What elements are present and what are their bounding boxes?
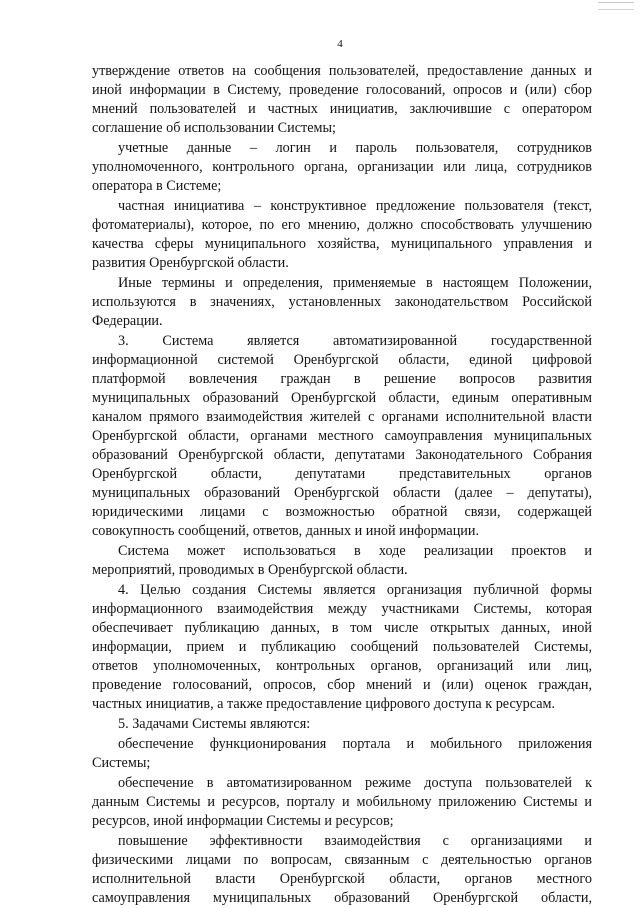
paragraph — [92, 274, 592, 331]
text-line: самоуправления муниципальных образований Оренбургской области, — [92, 890, 592, 906]
text-line: Федерации. — [92, 313, 163, 329]
text-line: фотоматериалы), которое, по его мнению, должно способствовать улучшению — [92, 217, 592, 233]
text-line: физическими лицами по вопросам, связанным с деятельностью органов — [92, 852, 592, 868]
text-line: муниципальных образований Оренбургской области, единым оперативным — [92, 390, 592, 406]
text-line: оператора в Системе; — [92, 178, 222, 194]
text-line: частных инициатив, а также предоставление цифрового доступа к ресурсам. — [92, 696, 556, 712]
paragraph — [92, 332, 592, 541]
text-line: Система может использоваться в ходе реализации проектов и — [118, 543, 592, 559]
text-line: частная инициатива – конструктивное предложение пользователя (текст, — [118, 198, 592, 214]
paragraph — [92, 581, 592, 714]
paragraph — [92, 832, 592, 908]
paragraph — [92, 774, 592, 831]
text-line: обеспечивает публикацию данных, в том числе открытых данных, иной — [92, 620, 592, 636]
text-line: Оренбургской области, депутатами представительных органов — [92, 466, 592, 482]
text-line: юридическими лицами с возможностью обратной связи, содержащей — [92, 504, 592, 520]
text-line: мнений пользователей и частных инициатив, заключившие с оператором — [92, 101, 592, 117]
text-line: развития Оренбургской области. — [92, 255, 289, 271]
paragraph — [92, 197, 592, 273]
text-line: информации, прием и публикацию сообщений пользователей Системы, — [92, 639, 592, 655]
text-line: обеспечение в автоматизированном режиме доступа пользователей к — [118, 775, 592, 791]
text-line: проведение голосований, опросов, сбор мнений и (или) оценок граждан, — [92, 677, 592, 693]
text-line: совокупность сообщений, ответов, данных и иной информации. — [92, 523, 480, 539]
text-line: обеспечение функционирования портала и мобильного приложения — [118, 736, 592, 752]
text-line: данным Системы и ресурсов, порталу и мобильному приложению Системы и — [92, 794, 592, 810]
text-line: мероприятий, проводимых в Оренбургской области. — [92, 562, 408, 578]
text-line: иной информации в Систему, проведение голосований, опросов и (или) сбор — [92, 82, 592, 98]
text-line: платформой вовлечения граждан в решение вопросов развития — [92, 371, 592, 387]
text-line: 4. Целью создания Системы является организация публичной формы — [118, 582, 592, 598]
text-line: повышение эффективности взаимодействия с организациями и — [118, 833, 592, 849]
text-line: каналом прямого взаимодействия жителей с органами исполнительной власти — [92, 409, 592, 425]
page-number: 4 — [337, 38, 343, 50]
paragraph — [92, 62, 592, 138]
text-line: ответов уполномоченных, контрольных органов, организаций или лиц, — [92, 658, 592, 674]
paragraph — [92, 735, 592, 773]
paragraph — [92, 715, 592, 734]
text-line: образований Оренбургской области, депутатами Законодательного Собрания — [92, 447, 592, 463]
text-line: 3. Система является автоматизированной государственной — [118, 333, 592, 349]
text-line: соглашение об использовании Системы; — [92, 120, 336, 136]
paragraph — [92, 139, 592, 196]
text-line: Оренбургской области, органами местного самоуправления муниципальных — [92, 428, 592, 444]
text-line: качества сферы муниципального хозяйства, муниципального управления и — [92, 236, 592, 252]
text-line: информационной системой Оренбургской области, единой цифровой — [92, 352, 592, 368]
text-line: информационного взаимодействия между участниками Системы, которая — [92, 601, 592, 617]
text-line: 5. Задачами Системы являются: — [118, 716, 311, 732]
scan-corner-mark — [598, 2, 634, 10]
text-line: муниципальных образований Оренбургской области (далее – депутаты), — [92, 485, 592, 501]
text-line: ресурсов, иной информации Системы и ресурсов; — [92, 813, 394, 829]
text-line: используются в значениях, установленных законодательством Российской — [92, 294, 592, 310]
text-line: Иные термины и определения, применяемые в настоящем Положении, — [118, 275, 592, 291]
text-line: учетные данные – логин и пароль пользователя, сотрудников — [118, 140, 592, 156]
text-line: утверждение ответов на сообщения пользователей, предоставление данных и — [92, 63, 592, 79]
text-line: Системы; — [92, 755, 151, 771]
paragraph — [92, 542, 592, 580]
document-body — [92, 62, 592, 908]
text-line: уполномоченного, контрольного органа, организации или лица, сотрудников — [92, 159, 592, 175]
text-line: исполнительной власти Оренбургской области, органов местного — [92, 871, 592, 887]
